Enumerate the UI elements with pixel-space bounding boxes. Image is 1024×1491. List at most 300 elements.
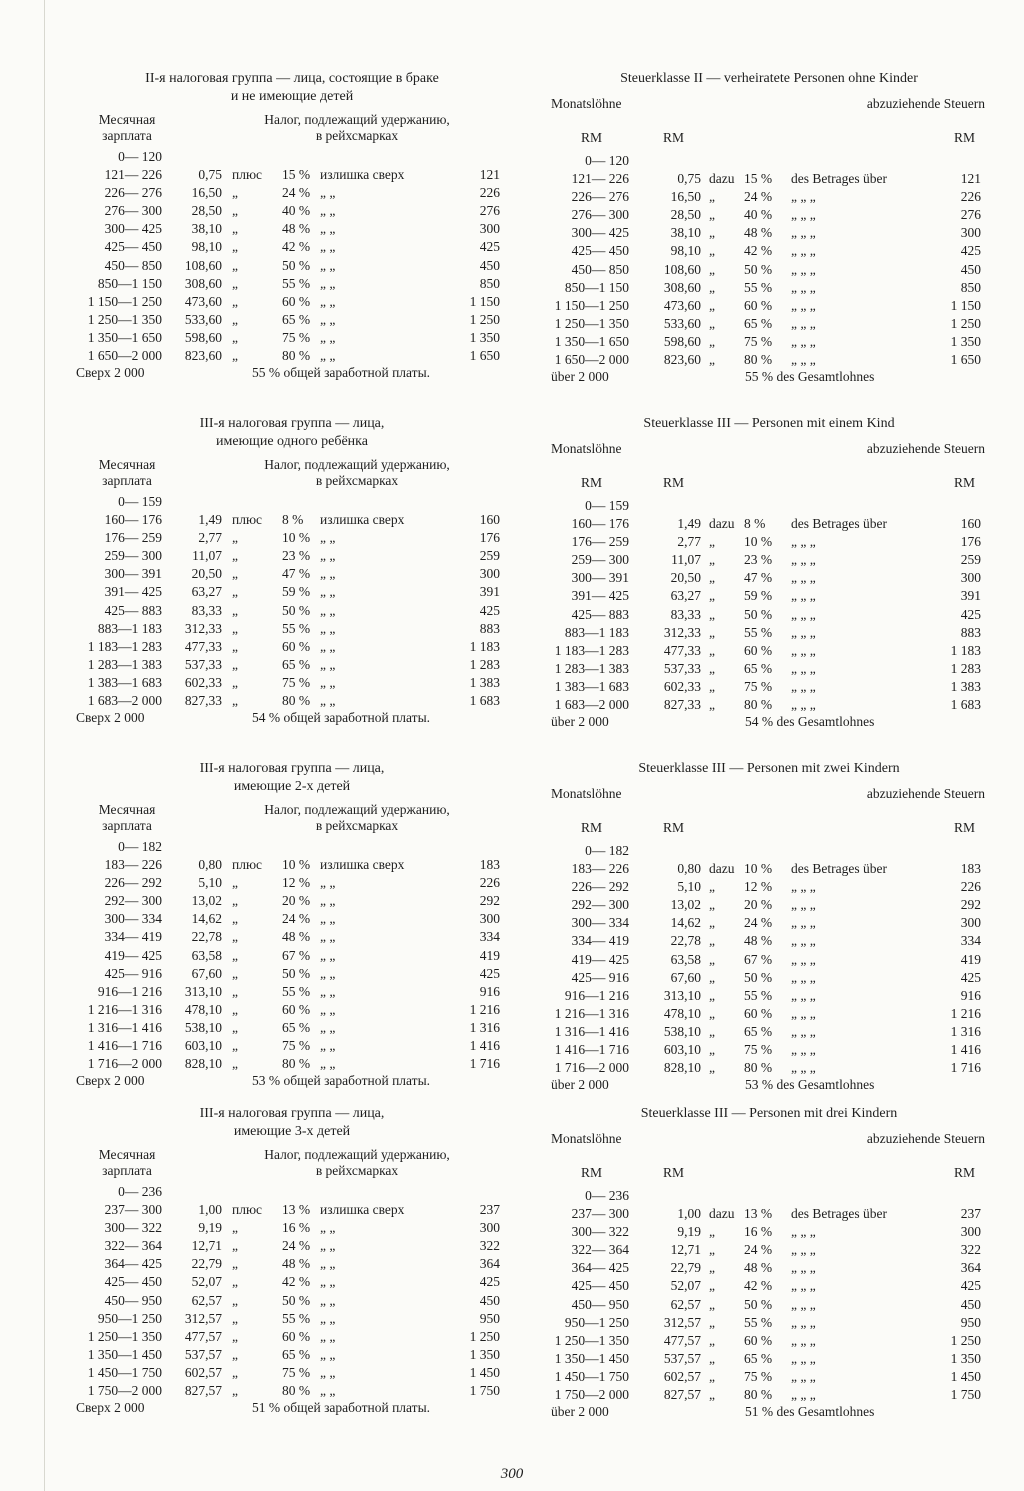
connector: „: [232, 674, 238, 690]
salary-range: 425— 450: [571, 1278, 629, 1294]
base-tax: 603,10: [663, 1042, 701, 1058]
table-row: [72, 656, 512, 674]
unit-label: RM: [953, 820, 975, 835]
header-line: Месячная: [98, 1147, 156, 1162]
threshold: 1 750: [950, 1387, 981, 1403]
rate: 75 %: [744, 1368, 773, 1384]
base-tax: 14,62: [670, 915, 701, 931]
salary-range: 0— 120: [585, 153, 629, 168]
threshold: 226: [960, 879, 981, 895]
threshold: 259: [960, 552, 981, 568]
connector: „: [232, 875, 238, 891]
base-tax: 828,10: [184, 1056, 222, 1072]
base-tax: 12,71: [191, 1238, 222, 1254]
base-tax: 533,60: [663, 315, 701, 331]
connector: „: [709, 333, 715, 349]
connector: „: [709, 189, 715, 205]
rate-text: излишка сверх: [320, 1202, 405, 1218]
base-tax: 16,50: [670, 189, 701, 205]
connector: „: [232, 1001, 238, 1017]
rate: 48 %: [282, 1256, 311, 1272]
column-header-wages: Monatslöhne: [551, 96, 622, 111]
rate: 80 %: [282, 1056, 311, 1072]
table-title: [72, 415, 512, 451]
unit-label: RM: [581, 130, 603, 145]
threshold: 425: [960, 1278, 981, 1294]
salary-range: 450— 850: [571, 261, 629, 277]
table-title: [549, 1105, 989, 1123]
salary-range: 419— 425: [104, 947, 162, 963]
base-tax: 9,19: [677, 1224, 701, 1240]
base-tax: 827,33: [663, 697, 701, 713]
rate: 65 %: [744, 1023, 773, 1039]
rate: 75 %: [744, 333, 773, 349]
rate-text: „ „: [320, 566, 336, 582]
threshold: 1 716: [469, 1056, 500, 1072]
table-row: [549, 987, 989, 1005]
rate: 24 %: [744, 189, 773, 205]
rate: 67 %: [282, 947, 311, 963]
base-tax: 823,60: [184, 348, 222, 364]
header-line: Налог, подлежащий удержанию,: [264, 112, 450, 127]
salary-range: 850—1 150: [97, 275, 162, 291]
connector: „: [709, 570, 715, 586]
rate: 48 %: [282, 221, 311, 237]
base-tax: 83,33: [191, 602, 222, 618]
threshold: 425: [479, 602, 500, 618]
salary-range: 226— 276: [571, 189, 629, 205]
rate-text: „ „ „: [791, 1296, 816, 1312]
base-tax: 20,50: [670, 570, 701, 586]
footer-text: 55 % des Gesamtlohnes: [745, 369, 875, 385]
salary-range: 1 216—1 316: [87, 1001, 162, 1017]
rate: 65 %: [282, 1019, 311, 1035]
rate-text: „ „ „: [791, 933, 816, 949]
threshold: 276: [479, 203, 500, 219]
threshold: 226: [960, 189, 981, 205]
rate: 80 %: [282, 693, 311, 709]
rate-text: „ „: [320, 674, 336, 690]
base-tax: 22,78: [191, 929, 222, 945]
connector: „: [709, 243, 715, 259]
rate-text: „ „ „: [791, 987, 816, 1003]
base-tax: 533,60: [184, 311, 222, 327]
table-row: [72, 329, 512, 347]
table-row: [72, 293, 512, 311]
table-row: [72, 1201, 512, 1219]
threshold: 1 750: [469, 1383, 500, 1399]
threshold: 450: [960, 261, 981, 277]
table-title-line: и не имеющие детей: [230, 89, 354, 104]
rate-text: „ „: [320, 875, 336, 891]
salary-range: 226— 276: [104, 185, 162, 201]
tax-table-block: [549, 415, 989, 760]
table-row: [549, 678, 989, 696]
header-line: в рейхсмарках: [315, 818, 399, 833]
table-row: [72, 1364, 512, 1382]
connector: „: [232, 1256, 238, 1272]
table-row: [72, 838, 512, 856]
base-tax: 312,33: [184, 620, 222, 636]
table-row: [549, 878, 989, 896]
rate-text: „ „ „: [791, 660, 816, 676]
table-header: [549, 441, 989, 475]
threshold: 419: [479, 947, 500, 963]
tax-table-block: [72, 70, 512, 415]
table-row: [549, 1205, 989, 1223]
base-tax: 14,62: [191, 911, 222, 927]
salary-range: 0— 120: [118, 149, 162, 164]
base-tax: 2,77: [198, 530, 222, 546]
connector: „: [709, 1368, 715, 1384]
table-row: [72, 547, 512, 565]
salary-range: 1 750—2 000: [554, 1387, 629, 1403]
table-footer: [549, 1404, 989, 1422]
column-header-salary: [82, 1147, 172, 1179]
table-row: [72, 1055, 512, 1073]
table-row: [72, 583, 512, 601]
rate: 42 %: [282, 1274, 311, 1290]
rate: 8 %: [744, 516, 766, 532]
salary-range: 425— 450: [104, 239, 162, 255]
table-row: [549, 896, 989, 914]
threshold: 1 683: [950, 697, 981, 713]
rate-text: „ „ „: [791, 189, 816, 205]
connector: „: [232, 221, 238, 237]
footer-text: 54 % des Gesamtlohnes: [745, 714, 875, 730]
salary-range: 364— 425: [571, 1260, 629, 1276]
connector: „: [709, 297, 715, 313]
rate: 75 %: [744, 678, 773, 694]
threshold: 1 216: [950, 1005, 981, 1021]
rate-text: „ „ „: [791, 951, 816, 967]
threshold: 425: [960, 243, 981, 259]
table-row: [549, 1041, 989, 1059]
rate-text: „ „ „: [791, 697, 816, 713]
salary-range: 226— 292: [571, 879, 629, 895]
table-row: [72, 947, 512, 965]
table-header: [72, 457, 512, 493]
rate: 75 %: [744, 1042, 773, 1058]
base-tax: 598,60: [184, 329, 222, 345]
connector: „: [709, 225, 715, 241]
salary-range: 276— 300: [571, 207, 629, 223]
column-header-wages: Monatslöhne: [551, 786, 622, 801]
rate: 55 %: [744, 1314, 773, 1330]
table-row: [549, 1314, 989, 1332]
connector: плюс: [232, 857, 263, 873]
connector: „: [709, 624, 715, 640]
connector: „: [232, 293, 238, 309]
table-row: [72, 1019, 512, 1037]
base-tax: 478,10: [184, 1001, 222, 1017]
table-row: [549, 551, 989, 569]
threshold: 183: [479, 857, 500, 873]
table-row: [72, 892, 512, 910]
table-row: [549, 1332, 989, 1350]
connector: „: [232, 1238, 238, 1254]
base-tax: 0,80: [677, 861, 701, 877]
connector: „: [709, 1224, 715, 1240]
rate-text: „ „ „: [791, 678, 816, 694]
table-footer: [549, 714, 989, 732]
rate-text: „ „ „: [791, 1023, 816, 1039]
rate-text: излишка сверх: [320, 512, 405, 528]
base-tax: 827,57: [184, 1383, 222, 1399]
base-tax: 11,07: [192, 548, 222, 564]
salary-range: 176— 259: [104, 530, 162, 546]
salary-range: 334— 419: [104, 929, 162, 945]
connector: „: [709, 279, 715, 295]
salary-range: 425— 883: [104, 602, 162, 618]
rate: 15 %: [282, 167, 311, 183]
table-row: [72, 1310, 512, 1328]
salary-range: 425— 916: [571, 969, 629, 985]
unit-header-row: [549, 1165, 989, 1187]
salary-range: 850—1 150: [564, 279, 629, 295]
table-title: [549, 70, 989, 88]
salary-range: 0— 236: [118, 1184, 162, 1199]
connector: „: [709, 642, 715, 658]
base-tax: 823,60: [663, 352, 701, 368]
table-row: [72, 983, 512, 1001]
table-row: [72, 1183, 512, 1201]
connector: „: [709, 1314, 715, 1330]
column-header-taxes: abzuziehende Steuern: [866, 441, 985, 456]
base-tax: 312,33: [663, 624, 701, 640]
threshold: 300: [960, 1224, 981, 1240]
connector: „: [232, 348, 238, 364]
threshold: 425: [479, 965, 500, 981]
table-row: [72, 275, 512, 293]
table-title-line: II-я налоговая группа — лица, состоящие в браке: [145, 71, 439, 86]
threshold: 160: [960, 516, 981, 532]
base-tax: 537,33: [663, 660, 701, 676]
unit-label: RM: [663, 130, 685, 145]
rate: 16 %: [744, 1224, 773, 1240]
threshold: 259: [479, 548, 500, 564]
connector: „: [232, 983, 238, 999]
rate: 55 %: [282, 983, 311, 999]
table-row: [72, 565, 512, 583]
rate-text: „ „ „: [791, 588, 816, 604]
table-row: [72, 257, 512, 275]
salary-range: 1 383—1 683: [554, 678, 629, 694]
table-row: [549, 587, 989, 605]
connector: dazu: [709, 516, 735, 532]
base-tax: 2,77: [677, 534, 701, 550]
rate-text: „ „: [320, 965, 336, 981]
rate-text: излишка сверх: [320, 167, 405, 183]
connector: „: [232, 1220, 238, 1236]
rate-text: „ „ „: [791, 1224, 816, 1240]
connector: „: [232, 929, 238, 945]
header-line: Налог, подлежащий удержанию,: [264, 1147, 450, 1162]
table-row: [549, 642, 989, 660]
header-line: Налог, подлежащий удержанию,: [264, 802, 450, 817]
connector: „: [709, 1042, 715, 1058]
rate: 60 %: [744, 1332, 773, 1348]
footer-label: über 2 000: [551, 1404, 609, 1420]
base-tax: 5,10: [677, 879, 701, 895]
salary-range: 419— 425: [571, 951, 629, 967]
table-row: [72, 1219, 512, 1237]
salary-range: 1 150—1 250: [554, 297, 629, 313]
salary-range: 0— 236: [585, 1188, 629, 1203]
base-tax: 477,57: [184, 1328, 222, 1344]
table-row: [549, 315, 989, 333]
rate: 55 %: [282, 620, 311, 636]
salary-range: 1 416—1 716: [554, 1042, 629, 1058]
connector: плюс: [232, 167, 263, 183]
table-title-line: Steuerklasse III — Personen mit drei Kindern: [640, 1106, 898, 1121]
rate: 20 %: [282, 893, 311, 909]
salary-range: 300— 334: [104, 911, 162, 927]
salary-range: 237— 300: [571, 1206, 629, 1222]
threshold: 1 216: [469, 1001, 500, 1017]
rate: 48 %: [744, 225, 773, 241]
table-row: [549, 1368, 989, 1386]
rate: 80 %: [282, 1383, 311, 1399]
connector: „: [232, 530, 238, 546]
table-row: [72, 1382, 512, 1400]
rate-text: излишка сверх: [320, 857, 405, 873]
table-row: [549, 1005, 989, 1023]
salary-range: 292— 300: [571, 897, 629, 913]
table-title-line: Steuerklasse II — verheiratete Personen ohne Kinder: [620, 71, 918, 86]
salary-range: 300— 322: [571, 1224, 629, 1240]
base-tax: 602,57: [184, 1364, 222, 1380]
footer-text: 51 % общей заработной платы.: [252, 1400, 431, 1416]
connector: „: [709, 969, 715, 985]
rate: 60 %: [744, 1005, 773, 1021]
rate: 80 %: [744, 697, 773, 713]
base-tax: 63,27: [191, 584, 222, 600]
base-tax: 12,71: [670, 1242, 701, 1258]
rate: 42 %: [744, 1278, 773, 1294]
base-tax: 98,10: [191, 239, 222, 255]
table-row: [72, 1001, 512, 1019]
rate: 80 %: [282, 348, 311, 364]
threshold: 300: [960, 225, 981, 241]
base-tax: 538,10: [663, 1023, 701, 1039]
table-title-line: имеющие одного ребёнка: [216, 434, 368, 449]
rate-text: „ „ „: [791, 642, 816, 658]
salary-range: 883—1 183: [97, 620, 162, 636]
base-tax: 828,10: [663, 1060, 701, 1076]
connector: „: [709, 261, 715, 277]
salary-range: 425— 450: [104, 1274, 162, 1290]
threshold: 1 650: [469, 348, 500, 364]
salary-range: 450— 950: [571, 1296, 629, 1312]
rate: 10 %: [282, 530, 311, 546]
threshold: 1 650: [950, 352, 981, 368]
connector: „: [232, 602, 238, 618]
rate: 48 %: [282, 929, 311, 945]
threshold: 1 250: [469, 1328, 500, 1344]
connector: „: [232, 311, 238, 327]
table-footer: [72, 1073, 512, 1091]
connector: „: [709, 1260, 715, 1276]
connector: „: [709, 879, 715, 895]
table-row: [72, 928, 512, 946]
threshold: 391: [479, 584, 500, 600]
threshold: 425: [479, 1274, 500, 1290]
table-row: [549, 1296, 989, 1314]
threshold: 950: [479, 1310, 500, 1326]
table-row: [549, 152, 989, 170]
rate: 10 %: [282, 857, 311, 873]
connector: „: [709, 660, 715, 676]
connector: „: [232, 656, 238, 672]
threshold: 300: [479, 221, 500, 237]
table-title: [549, 760, 989, 778]
rate: 42 %: [744, 243, 773, 259]
table-row: [72, 1292, 512, 1310]
rate-text: „ „ „: [791, 915, 816, 931]
threshold: 916: [960, 987, 981, 1003]
base-tax: 11,07: [671, 552, 701, 568]
tax-table-block: [549, 760, 989, 1105]
table-row: [72, 1346, 512, 1364]
rate-text: „ „: [320, 1292, 336, 1308]
table-title: [72, 70, 512, 106]
header-line: зарплата: [102, 128, 152, 143]
table-row: [72, 692, 512, 710]
footer-text: 53 % общей заработной платы.: [252, 1073, 431, 1089]
rate: 50 %: [282, 1292, 311, 1308]
threshold: 1 416: [469, 1038, 500, 1054]
salary-range: 1 683—2 000: [87, 693, 162, 709]
salary-range: 1 283—1 383: [554, 660, 629, 676]
salary-range: 0— 182: [585, 843, 629, 858]
threshold: 226: [479, 875, 500, 891]
base-tax: 22,78: [670, 933, 701, 949]
table-row: [72, 238, 512, 256]
table-title-line: III-я налоговая группа — лица,: [199, 416, 385, 431]
threshold: 1 350: [469, 329, 500, 345]
table-header: [72, 802, 512, 838]
rate: 10 %: [744, 534, 773, 550]
table-row: [549, 533, 989, 551]
threshold: 450: [479, 1292, 500, 1308]
threshold: 1 250: [950, 315, 981, 331]
rate-text: „ „ „: [791, 297, 816, 313]
connector: „: [232, 1364, 238, 1380]
rate-text: „ „ „: [791, 552, 816, 568]
threshold: 1 716: [950, 1060, 981, 1076]
header-line: зарплата: [102, 818, 152, 833]
unit-header-row: [549, 130, 989, 152]
rate: 65 %: [282, 1346, 311, 1362]
table-row: [72, 965, 512, 983]
table-row: [72, 166, 512, 184]
rate: 10 %: [744, 861, 773, 877]
rate-text: „ „ „: [791, 534, 816, 550]
connector: „: [709, 534, 715, 550]
connector: „: [232, 1310, 238, 1326]
rate: 75 %: [282, 329, 311, 345]
rate-text: des Betrages über: [791, 516, 887, 532]
base-tax: 108,60: [184, 257, 222, 273]
rate: 65 %: [744, 1350, 773, 1366]
salary-range: 1 416—1 716: [87, 1038, 162, 1054]
threshold: 425: [960, 969, 981, 985]
salary-range: 1 650—2 000: [87, 348, 162, 364]
rate-text: „ „ „: [791, 1042, 816, 1058]
column-header-wages: Monatslöhne: [551, 1131, 622, 1146]
header-line: Налог, подлежащий удержанию,: [264, 457, 450, 472]
